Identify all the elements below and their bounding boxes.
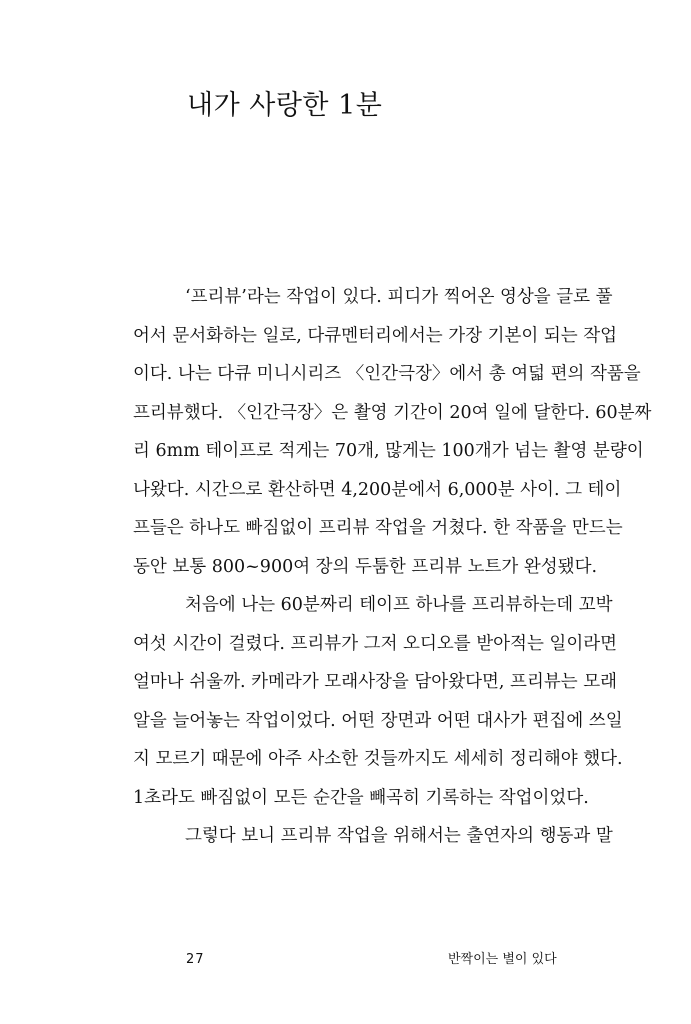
- body-text: [133, 278, 652, 856]
- text-line: 나왔다. 시간으로 환산하면 4,200분에서 6,000분 사이. 그 테이: [133, 479, 622, 500]
- text-line: 알을 늘어놓는 작업이었다. 어떤 장면과 어떤 대사가 편집에 쓰일: [133, 710, 623, 731]
- text-line: 그렇다 보니 프리뷰 작업을 위해서는 출연자의 행동과 말: [185, 826, 613, 846]
- text-line: 1초라도 빠짐없이 모든 순간을 빼곡히 기록하는 작업이었다.: [133, 787, 589, 808]
- text-line: 리 6mm 테이프로 적게는 70개, 많게는 100개가 넘는 촬영 분량이: [133, 441, 644, 461]
- text-line: 이다. 나는 다큐 미니시리즈 〈인간극장〉에서 총 여덟 편의 작품을: [133, 364, 641, 384]
- chapter-title: 내가 사랑한 1분: [187, 90, 383, 121]
- text-line: 동안 보통 800~900여 장의 두툼한 프리뷰 노트가 완성됐다.: [133, 556, 598, 577]
- text-line: 여섯 시간이 걸렸다. 프리뷰가 그저 오디오를 받아적는 일이라면: [133, 633, 618, 654]
- running-footer-book-title: 반짝이는 별이 있다: [448, 952, 557, 967]
- page-number: 27: [186, 952, 205, 967]
- text-line: 어서 문서화하는 일로, 다큐멘터리에서는 가장 기본이 되는 작업: [133, 325, 618, 346]
- text-line: ‘프리뷰’라는 작업이 있다. 피디가 찍어온 영상을 글로 풀: [185, 287, 613, 307]
- text-line: 지 모르기 때문에 아주 사소한 것들까지도 세세히 정리해야 했다.: [133, 749, 623, 769]
- text-line: 처음에 나는 60분짜리 테이프 하나를 프리뷰하는데 꼬박: [185, 595, 613, 615]
- text-line: 얼마나 쉬울까. 카메라가 모래사장을 담아왔다면, 프리뷰는 모래: [133, 672, 618, 692]
- text-line: 프리뷰했다. 〈인간극장〉은 촬영 기간이 20여 일에 달한다. 60분짜: [133, 402, 652, 423]
- text-line: 프들은 하나도 빠짐없이 프리뷰 작업을 거쳤다. 한 작품을 만드는: [133, 518, 623, 538]
